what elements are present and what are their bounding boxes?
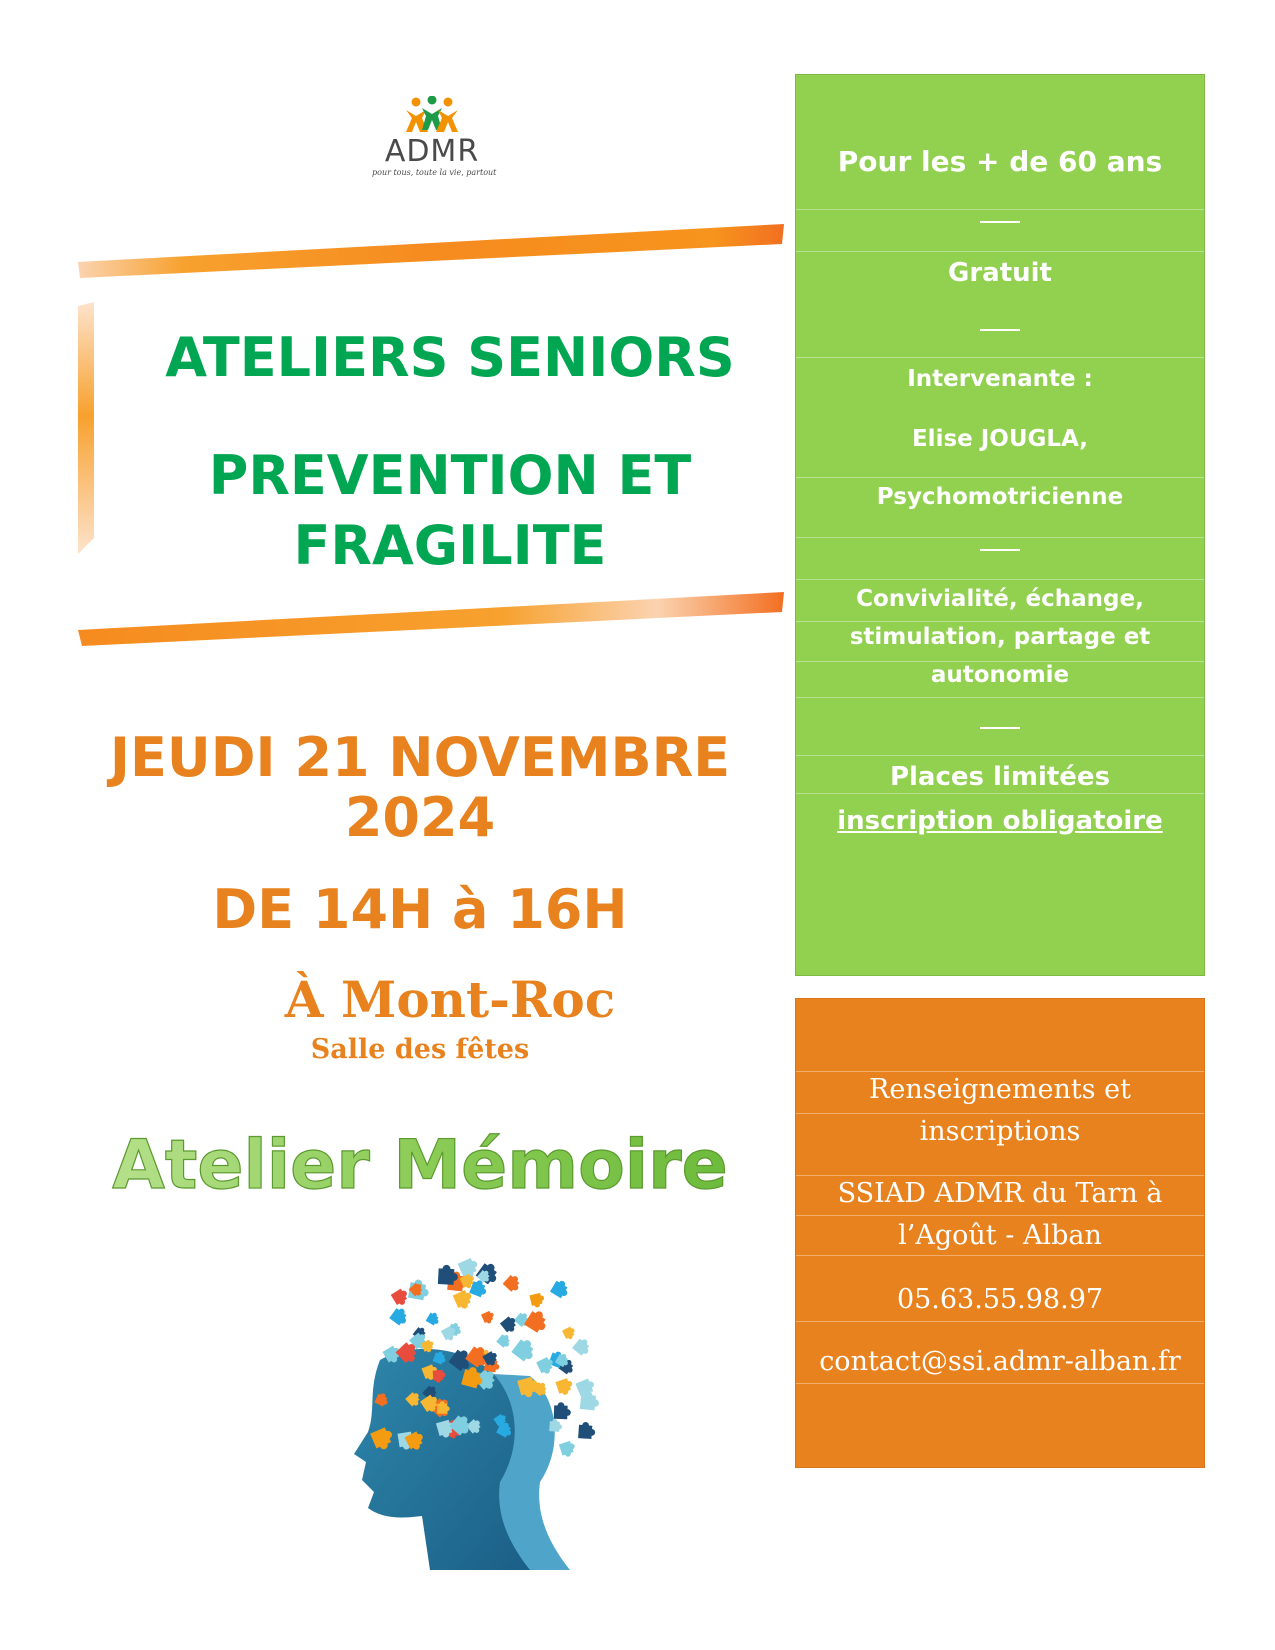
contact-info-line-1: Renseignements et — [869, 1074, 1131, 1105]
event-place: À Mont-Roc — [284, 970, 616, 1029]
brush-bottom — [78, 592, 784, 646]
separator-4 — [980, 727, 1020, 729]
title-line-1: ATELIERS SENIORS — [165, 326, 735, 389]
organization-line-2: l’Agoût - Alban — [898, 1220, 1102, 1251]
event-venue: Salle des fêtes — [310, 1034, 530, 1065]
organization-line-1: SSIAD ADMR du Tarn à — [837, 1178, 1163, 1209]
contact-phone[interactable]: 05.63.55.98.97 — [896, 1284, 1104, 1315]
brush-left — [78, 302, 94, 554]
price-label: Gratuit — [948, 258, 1052, 288]
registration-label: inscription obligatoire — [837, 806, 1163, 836]
title-line-3: FRAGILITE — [293, 514, 607, 577]
workshop-label: Atelier Mémoire — [112, 1126, 728, 1205]
info-panel — [795, 74, 1205, 976]
event-time: DE 14H à 16H — [212, 878, 628, 941]
workshop-title — [110, 1120, 730, 1210]
brush-frame — [76, 218, 784, 648]
logo-brand: ADMR — [384, 134, 480, 169]
separator-2 — [980, 329, 1020, 331]
event-date-line-1: JEUDI 21 NOVEMBRE — [109, 726, 731, 789]
admr-logo — [372, 96, 497, 186]
speaker-label: Intervenante : — [907, 366, 1093, 392]
puzzle-head-icon — [340, 1250, 630, 1570]
values-line-1: Convivialité, échange, — [856, 586, 1144, 612]
logo-tagline: pour tous, toute la vie, partout — [372, 168, 497, 177]
contact-email[interactable]: contact@ssi.admr-alban.fr — [819, 1346, 1181, 1377]
admr-people-icon — [404, 96, 460, 134]
speaker-role: Psychomotricienne — [876, 484, 1124, 510]
contact-panel — [795, 998, 1205, 1468]
contact-info-line-2: inscriptions — [919, 1116, 1081, 1147]
separator-1 — [980, 221, 1020, 223]
places-label: Places limitées — [889, 762, 1111, 792]
event-date-line-2: 2024 — [344, 786, 496, 849]
speaker-name: Elise JOUGLA, — [911, 426, 1089, 452]
values-line-2: stimulation, partage et — [849, 624, 1151, 650]
brush-top — [78, 224, 784, 278]
separator-3 — [980, 549, 1020, 551]
audience-label: Pour les + de 60 ans — [837, 145, 1163, 178]
values-line-3: autonomie — [930, 662, 1070, 688]
title-line-2: PREVENTION ET — [208, 444, 692, 507]
